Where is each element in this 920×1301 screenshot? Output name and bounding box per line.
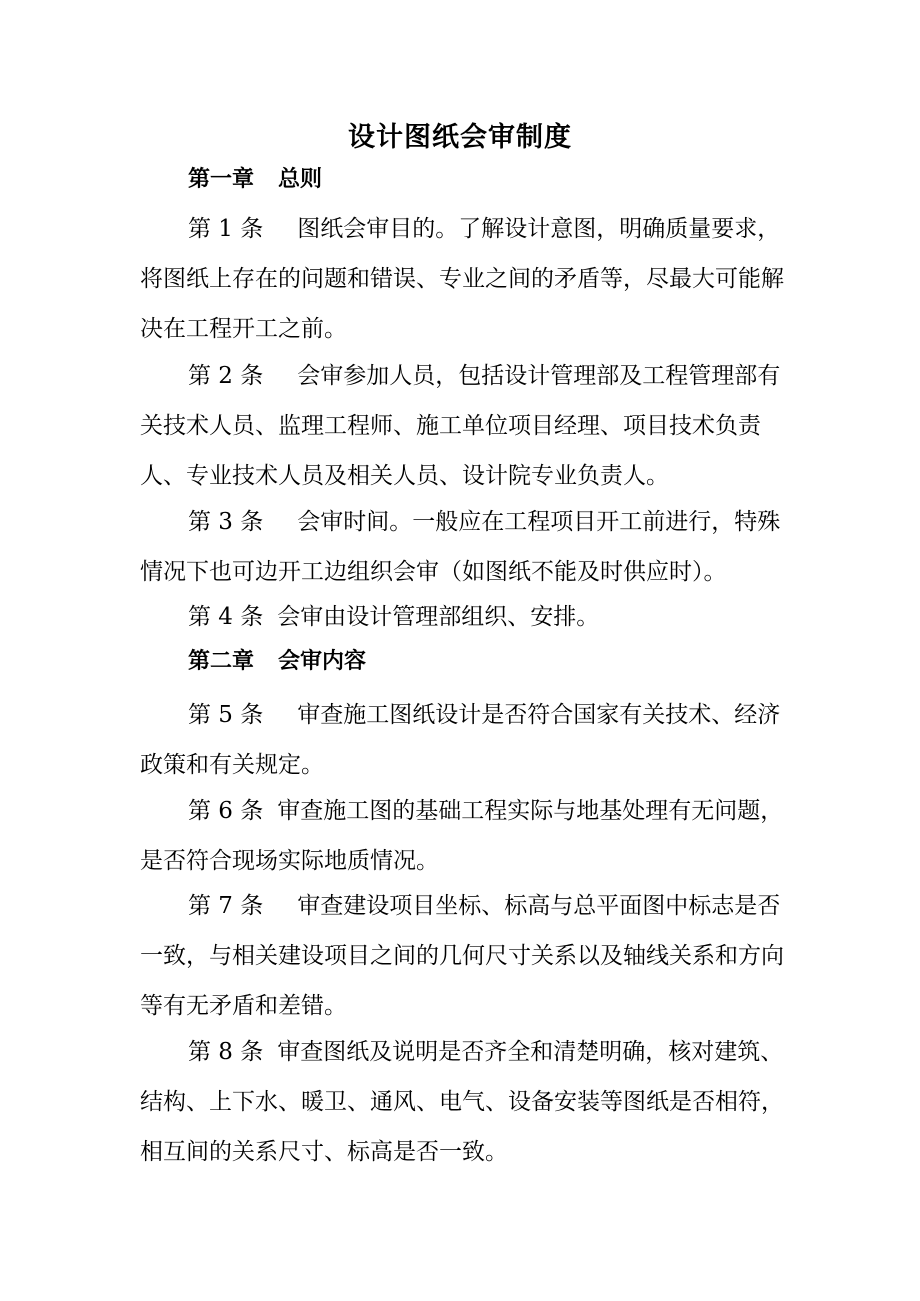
- chapter-title: 会审内容: [278, 649, 367, 674]
- document-title: 设计图纸会审制度: [348, 122, 572, 153]
- article-paragraph: [140, 786, 790, 886]
- article-paragraph: [140, 204, 790, 354]
- article-number: 第 1 条: [188, 216, 264, 242]
- chapter-heading: [188, 644, 366, 680]
- chapter-number: 第二章: [188, 649, 255, 674]
- article-paragraph: [140, 592, 790, 642]
- article-text: 会审参加人员，包括设计管理部及工程管理部有关技术人员、监理工程师、施工单位项目经理、项目技术负责人、专业技术人员及相关人员、设计院专业负责人。: [140, 363, 781, 489]
- chapter-title: 总则: [278, 167, 323, 192]
- article-number: 第 2 条: [188, 363, 264, 389]
- article-number: 第 3 条: [188, 509, 264, 535]
- chapter-heading: [188, 162, 322, 198]
- article-text: 会审时间。一般应在工程项目开工前进行，特殊情况下也可边开工边组织会审（如图纸不能及时供应时）。: [140, 509, 781, 585]
- article-number: 第 4 条: [188, 604, 264, 630]
- article-text: 审查图纸及说明是否齐全和清楚明确，核对建筑、结构、上下水、暖卫、通风、电气、设备安装等图纸是否相符，相互间的关系尺寸、标高是否一致。: [140, 1039, 784, 1165]
- article-text: 审查施工图的基础工程实际与地基处理有无问题，是否符合现场实际地质情况。: [140, 798, 784, 874]
- article-text: 审查施工图纸设计是否符合国家有关技术、经济政策和有关规定。: [140, 702, 781, 778]
- article-paragraph: [140, 881, 790, 1031]
- article-text: 图纸会审目的。了解设计意图，明确质量要求，将图纸上存在的问题和错误、专业之间的矛盾等，尽最大可能解决在工程开工之前。: [140, 216, 784, 342]
- chapter-number: 第一章: [188, 167, 255, 192]
- article-number: 第 5 条: [188, 702, 264, 728]
- article-paragraph: [140, 690, 790, 790]
- article-paragraph: [140, 1027, 790, 1177]
- article-number: 第 7 条: [188, 893, 264, 919]
- article-paragraph: [140, 497, 790, 597]
- article-number: 第 6 条: [188, 798, 264, 824]
- article-text: 审查建设项目坐标、标高与总平面图中标志是否一致，与相关建设项目之间的几何尺寸关系以及轴线关系和方向等有无矛盾和差错。: [140, 893, 784, 1019]
- article-number: 第 8 条: [188, 1039, 264, 1065]
- article-paragraph: [140, 351, 790, 501]
- article-text: 会审由设计管理部组织、安排。: [277, 604, 600, 630]
